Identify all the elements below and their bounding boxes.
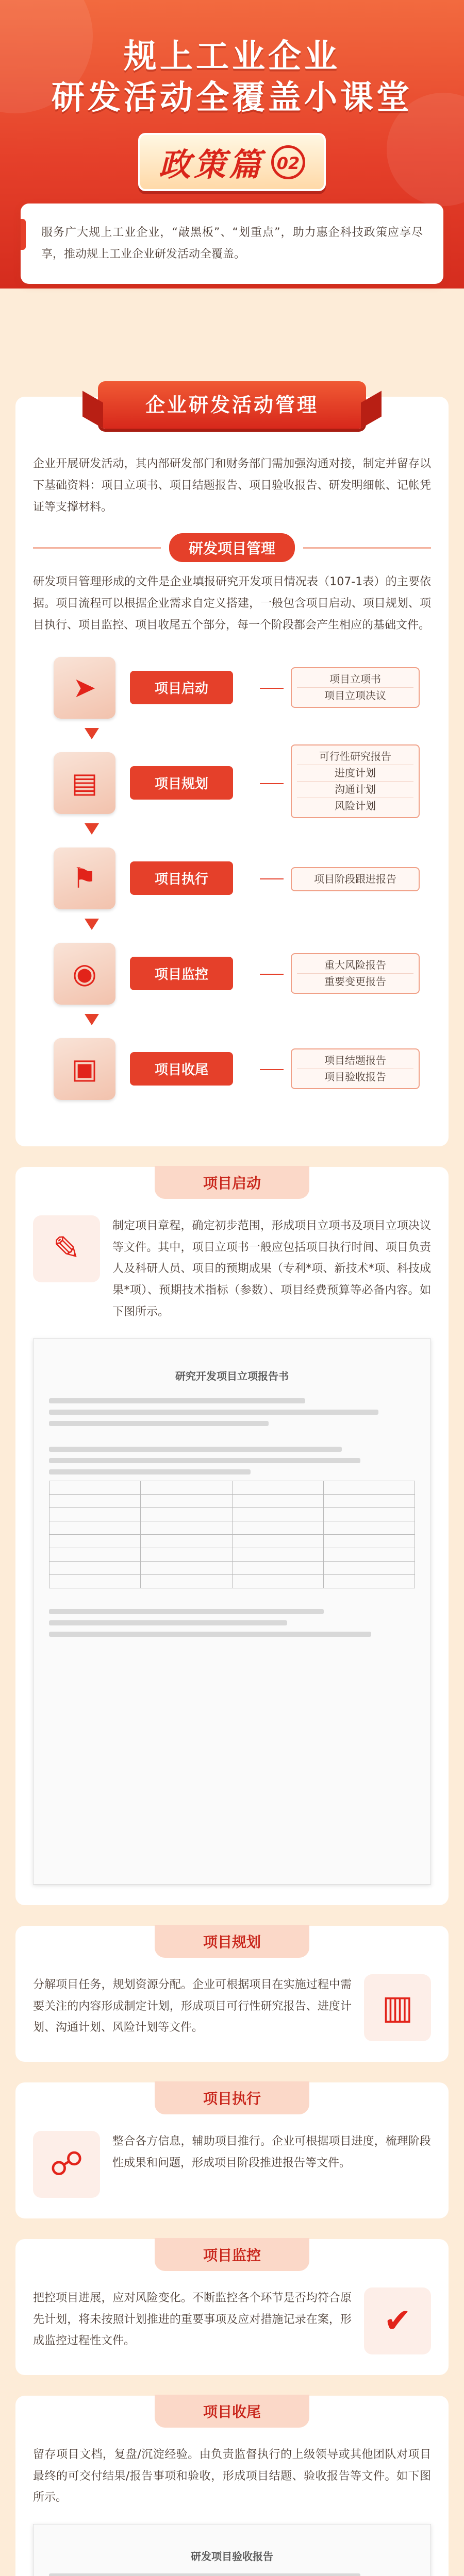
- document-icon: ✎: [33, 1215, 100, 1282]
- project-subtitle: 研发项目管理: [169, 533, 295, 562]
- section-title: 项目收尾: [155, 2395, 309, 2428]
- arrow-down-icon: [85, 823, 99, 835]
- flow-docs-close: [291, 1048, 420, 1089]
- doc-table: [49, 1481, 415, 1588]
- section-plan: [15, 1926, 449, 2062]
- flow-docs-plan: [291, 744, 420, 818]
- section-text: 把控项目进展，应对风险变化。不断监控各个环节是否均符合原先计划，将未按照计划推进的重要事项及应对措施记录在案，形成监控过程性文件。: [33, 2291, 352, 2348]
- flag-icon: ⚑: [54, 848, 115, 909]
- intro-card: [21, 204, 443, 284]
- flow-doc: 进度计划: [297, 765, 413, 782]
- flow-step-start: [54, 652, 250, 724]
- section-text: 整合各方信息，辅助项目推行。企业可根据项目进度，梳理阶段性成果和问题，形成项目阶段推进报告等文件。: [112, 2134, 431, 2170]
- policy-label: 政策篇: [158, 146, 264, 183]
- management-title: 企业研发活动管理: [98, 381, 366, 429]
- arrow-down-icon: [85, 919, 99, 930]
- network-icon: ☍: [33, 2131, 100, 2198]
- flow-doc: 沟通计划: [297, 782, 413, 798]
- folder-icon: ▣: [54, 1038, 115, 1100]
- section-title: 项目执行: [155, 2081, 309, 2114]
- flow-label: 项目规划: [130, 766, 233, 800]
- flow-step-close: [54, 1033, 250, 1105]
- flow-doc: 可行性研究报告: [297, 749, 413, 765]
- arrow-down-icon: [85, 728, 99, 739]
- flow-label: 项目执行: [130, 861, 233, 895]
- flow-doc: 项目结题报告: [297, 1053, 413, 1069]
- section-close: [15, 2396, 449, 2576]
- book-icon: ▥: [364, 1974, 431, 2041]
- flow-step-exec: [54, 842, 250, 914]
- arrow-down-icon: [85, 1014, 99, 1025]
- management-para1: 企业开展研发活动，其内部研发部门和财务部门需加强沟通对接，制定并留存以下基础资料：项目立项书、项目结题报告、项目验收报告、研发明细帐、记帐凭证等支撑材料。: [33, 457, 431, 514]
- flow-doc: 项目阶段跟进报告: [314, 872, 396, 885]
- monitor-icon: ◉: [54, 943, 115, 1005]
- flow-doc: 重大风险报告: [297, 957, 413, 974]
- flow-docs-exec: [291, 867, 420, 891]
- section-title: 项目监控: [155, 2238, 309, 2271]
- intro-text: 服务广大规上工业企业，“敲黑板”、“划重点”，助力惠企科技政策应享尽享，推动规上工业企业研发活动全覆盖。: [41, 226, 423, 261]
- flow-doc: 风险计划: [335, 799, 376, 812]
- flow-label: 项目收尾: [130, 1052, 233, 1086]
- flow-step-plan: [54, 747, 250, 819]
- management-para2: 研发项目管理形成的文件是企业填报研究开发项目情况表（107-1表）的主要依据。项目流程可以根据企业需求自定义搭建，一般包含项目启动、项目规划、项目执行、项目监控、项目收尾五个部分，每一个阶段都会产生相应的基础文件。: [33, 575, 431, 632]
- hero-title-line2: 研发活动全覆盖小课堂: [52, 79, 412, 117]
- section-exec: [15, 2082, 449, 2218]
- management-card: [15, 394, 449, 1146]
- section-title: 项目规划: [155, 1925, 309, 1958]
- section-text: 制定项目章程，确定初步范围，形成项目立项书及项目立项决议等文件。其中，项目立项书一般应包括项目执行时间、项目负责人及科研人员、项目的预期成果（专利*项、新技术*项、科技成果*项）、预期技术指标（参数）、项目经费预算等必备内容。如下图所示。: [112, 1219, 431, 1318]
- doc-title: 研发项目验收报告: [191, 2550, 273, 2563]
- section-monitor: [15, 2239, 449, 2375]
- project-flowchart: [33, 652, 431, 1126]
- close-doc-sample: [33, 2524, 431, 2576]
- flow-step-monitor: [54, 938, 250, 1010]
- flow-doc: 项目立项决议: [324, 689, 386, 702]
- hero-title-line1: 规上工业企业: [124, 38, 340, 76]
- start-doc-sample: [33, 1338, 431, 1885]
- doc-title: 研究开发项目立项报告书: [175, 1369, 289, 1382]
- flow-label: 项目监控: [130, 957, 233, 990]
- document-icon: ▤: [54, 752, 115, 814]
- section-text: 留存项目文档，复盘/沉淀经验。由负责监督执行的上级领导或其他团队对项目最终的可交付结果/报告事项和验收，形成项目结题、验收报告等文件。如下图所示。: [33, 2448, 431, 2504]
- flow-docs-monitor: [291, 953, 420, 994]
- flow-docs-start: [291, 667, 420, 708]
- section-start: [15, 1167, 449, 1905]
- flow-doc: 项目立项书: [297, 671, 413, 688]
- rocket-icon: ➤: [54, 657, 115, 719]
- flow-doc: 重要变更报告: [324, 975, 386, 988]
- project-subtitle-bar: [33, 533, 431, 562]
- section-title: 项目启动: [155, 1166, 309, 1199]
- clipboard-icon: ✔: [364, 2287, 431, 2354]
- policy-number: 02: [271, 145, 305, 179]
- flow-label: 项目启动: [130, 671, 233, 704]
- flow-doc: 项目验收报告: [324, 1070, 386, 1083]
- policy-badge: [138, 133, 326, 191]
- section-text: 分解项目任务，规划资源分配。企业可根据项目在实施过程中需要关注的内容形成制定计划，形成项目可行性研究报告、进度计划、沟通计划、风险计划等文件。: [33, 1978, 352, 2035]
